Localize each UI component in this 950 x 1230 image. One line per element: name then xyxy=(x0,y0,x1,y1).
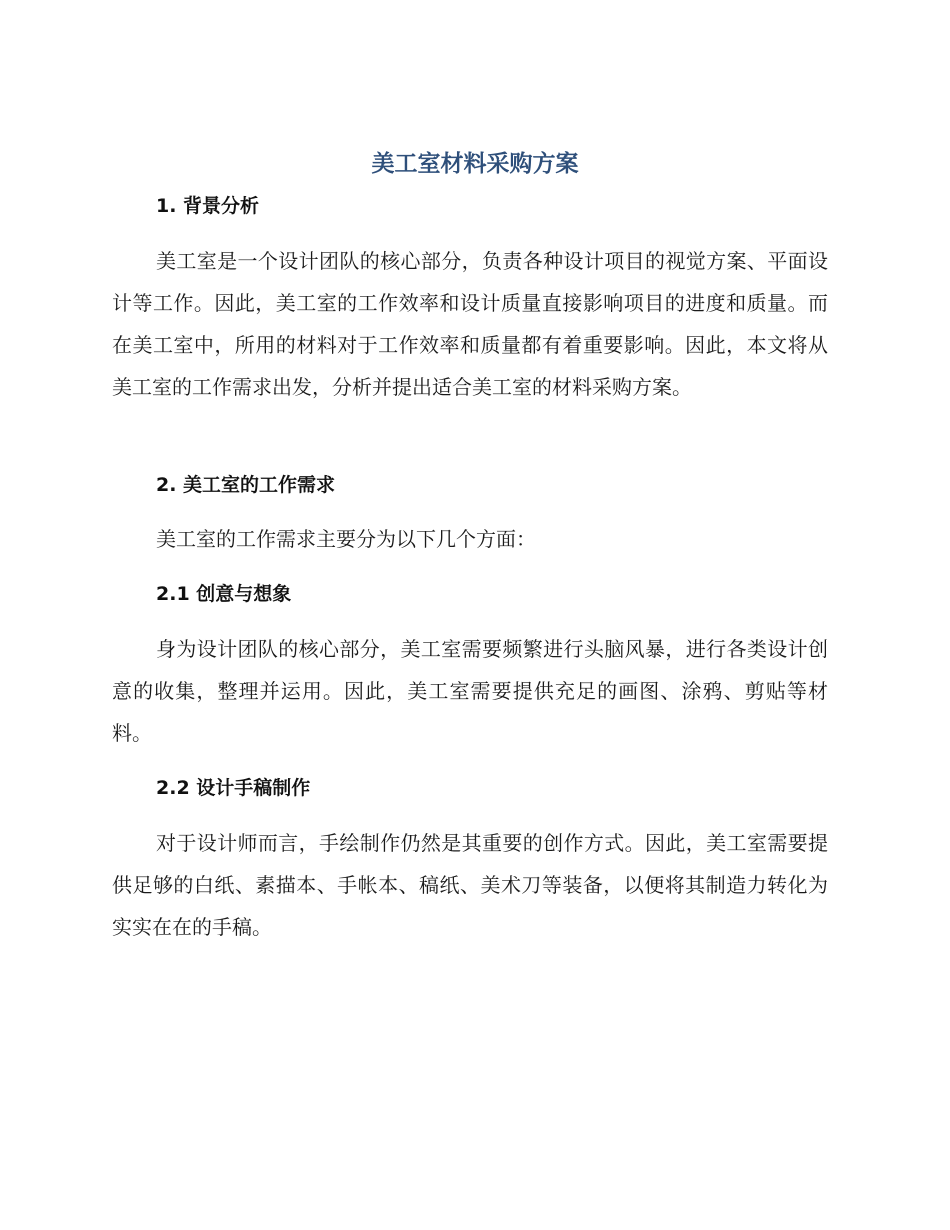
section-heading-creativity: 2.1 创意与想象 xyxy=(156,583,292,605)
section-paragraph-creativity: 身为设计团队的核心部分，美工室需要频繁进行头脑风暴，进行各类设计创意的收集，整理并运用。因此，美工室需要提供充足的画图、涂鸦、剪贴等材料。 xyxy=(112,637,828,745)
section-heading-background: 1. 背景分析 xyxy=(156,195,260,217)
section-paragraph-manuscripts: 对于设计师而言，手绘制作仍然是其重要的创作方式。因此，美工室需要提供足够的白纸、素描本、手帐本、稿纸、美术刀等装备，以便将其制造力转化为实实在在的手稿。 xyxy=(112,831,828,939)
section-heading-work-needs: 2. 美工室的工作需求 xyxy=(156,474,336,496)
section-paragraph-work-needs: 美工室的工作需求主要分为以下几个方面： xyxy=(156,527,536,551)
section-paragraph-background: 美工室是一个设计团队的核心部分，负责各种设计项目的视觉方案、平面设计等工作。因此，美工室的工作效率和设计质量直接影响项目的进度和质量。而在美工室中，所用的材料对于工作效率和质量都有着重要影响。因此，本文将从美工室的工作需求出发，分析并提出适合美工室的材料采购方案。 xyxy=(112,249,828,399)
document-title: 美工室材料采购方案 xyxy=(371,151,579,177)
section-heading-manuscripts: 2.2 设计手稿制作 xyxy=(156,777,311,799)
